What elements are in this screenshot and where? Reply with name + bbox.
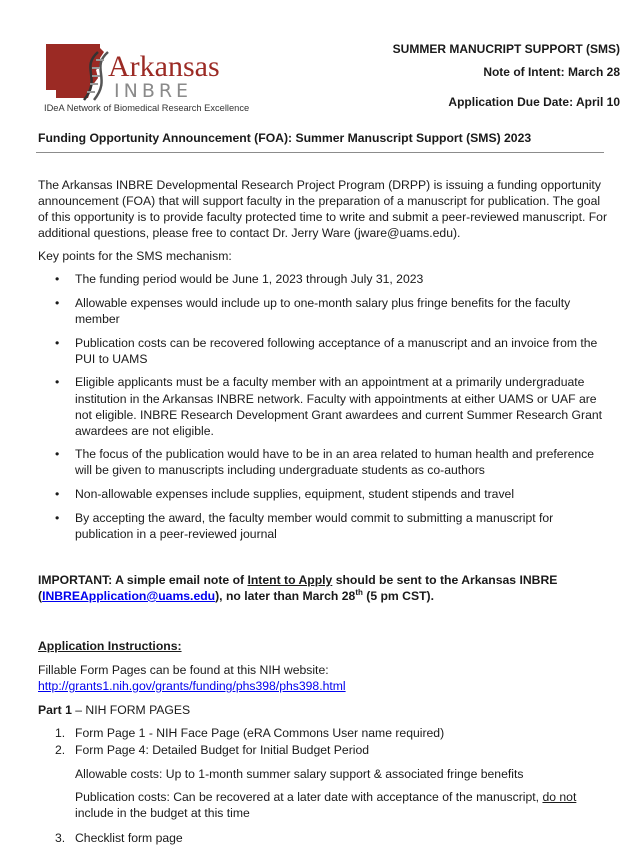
arkansas-state-shape	[46, 44, 104, 98]
list-item: • Allowable expenses would include up to one-month salary plus fringe benefits for the faculty member	[55, 296, 571, 327]
arkansas-inbre-logo	[40, 40, 250, 116]
list-item: • By accepting the award, the faculty member would commit to submitting a manuscript for publication in a peer-reviewed journal	[55, 510, 554, 541]
header-info	[393, 42, 620, 110]
bullet-icon: •	[55, 375, 60, 390]
list-item: • Publication costs can be recovered following acceptance of a manuscript and an invoice from the PUI to UAMS	[55, 335, 598, 366]
bullet-icon: •	[55, 510, 60, 525]
key-points-list	[38, 271, 608, 541]
bullet-icon: •	[55, 296, 60, 311]
note-of-intent-date: Note of Intent: March 28	[483, 64, 620, 79]
foa-title: Funding Opportunity Announcement (FOA): Summer Manuscript Support (SMS) 2023	[38, 131, 532, 145]
list-item: • The funding period would be June 1, 2023 through July 31, 2023	[55, 272, 424, 287]
logo-inbre-text: INBRE	[114, 80, 193, 102]
allowable-costs-text: Allowable costs: Up to 1-month summer salary support & associated fringe benefits	[75, 766, 524, 781]
document-body	[38, 177, 608, 847]
intent-to-apply-text: Intent to Apply	[247, 572, 333, 587]
intro-paragraph: The Arkansas INBRE Developmental Research Project Program (DRPP) is issuing a funding opportunity announcement (FOA) that will support faculty in the preparation of a manuscript for publication. The goal of this opportunity is to provide faculty protected time to write and submit a peer-reviewed manuscript. For additional questions, please free to contact Dr. Jerry Ware (jware@uams.edu).	[38, 178, 608, 241]
list-item: 2. Form Page 4: Detailed Budget for Initial Budget Period Allowable costs: Up to 1-month summer salary support & associated fringe benefits Publication costs: Can be recovered at a later date with acceptance of the manuscript, do not include in the budget at this time	[38, 742, 608, 820]
key-points-heading: Key points for the SMS mechanism:	[38, 249, 232, 264]
program-title: SUMMER MANUCRIPT SUPPORT (SMS)	[392, 42, 620, 56]
fillable-forms-text: Fillable Form Pages can be found at this NIH website: http://grants1.nih.gov/grants/funding/phs398/phs398.html	[38, 663, 346, 694]
list-item: • The focus of the publication would have to be in an area related to human health and preference will be given to manuscripts including undergraduate students as co-authors	[55, 447, 594, 478]
list-item: 1. Form Page 1 - NIH Face Page (eRA Commons User name required)	[55, 726, 445, 741]
horizontal-divider	[36, 152, 604, 153]
list-item: • Eligible applicants must be a faculty member with an appointment at a primarily undergraduate institution in the Arkansas INBRE network. Faculty with appointments at either UAMS or UAF are not eligible. INBRE Research Development Grant awardees and current Summer Research Grant awardees are not eligible.	[55, 375, 603, 438]
publication-costs-text: Publication costs: Can be recovered at a later date with acceptance of the manuscript, do not include in the budget at this time	[75, 789, 577, 820]
logo-tagline: IDeA Network of Biomedical Research Excellence	[44, 103, 250, 113]
part1-heading: Part 1 – NIH FORM PAGES	[38, 703, 191, 718]
application-email-link[interactable]: INBREApplication@uams.edu	[42, 588, 216, 603]
bullet-icon: •	[55, 335, 60, 350]
important-notice: IMPORTANT: A simple email note of Intent to Apply should be sent to the Arkansas INBRE (INBREApplication@uams.edu), no later than March 28th (5 pm CST).	[38, 572, 558, 603]
logo-graphic	[40, 40, 250, 116]
application-due-date: Application Due Date: April 10	[448, 94, 620, 109]
list-item: • Non-allowable expenses include supplies, equipment, student stipends and travel	[55, 487, 515, 501]
list-item: 3. Checklist form page	[55, 830, 183, 845]
bullet-icon: •	[55, 272, 60, 287]
nih-forms-link[interactable]: http://grants1.nih.gov/grants/funding/phs398/phs398.html	[38, 679, 346, 694]
logo-arkansas-text: Arkansas	[108, 50, 220, 83]
bullet-icon: •	[55, 447, 60, 462]
application-instructions-heading: Application Instructions:	[38, 638, 182, 653]
bullet-icon: •	[55, 487, 60, 501]
